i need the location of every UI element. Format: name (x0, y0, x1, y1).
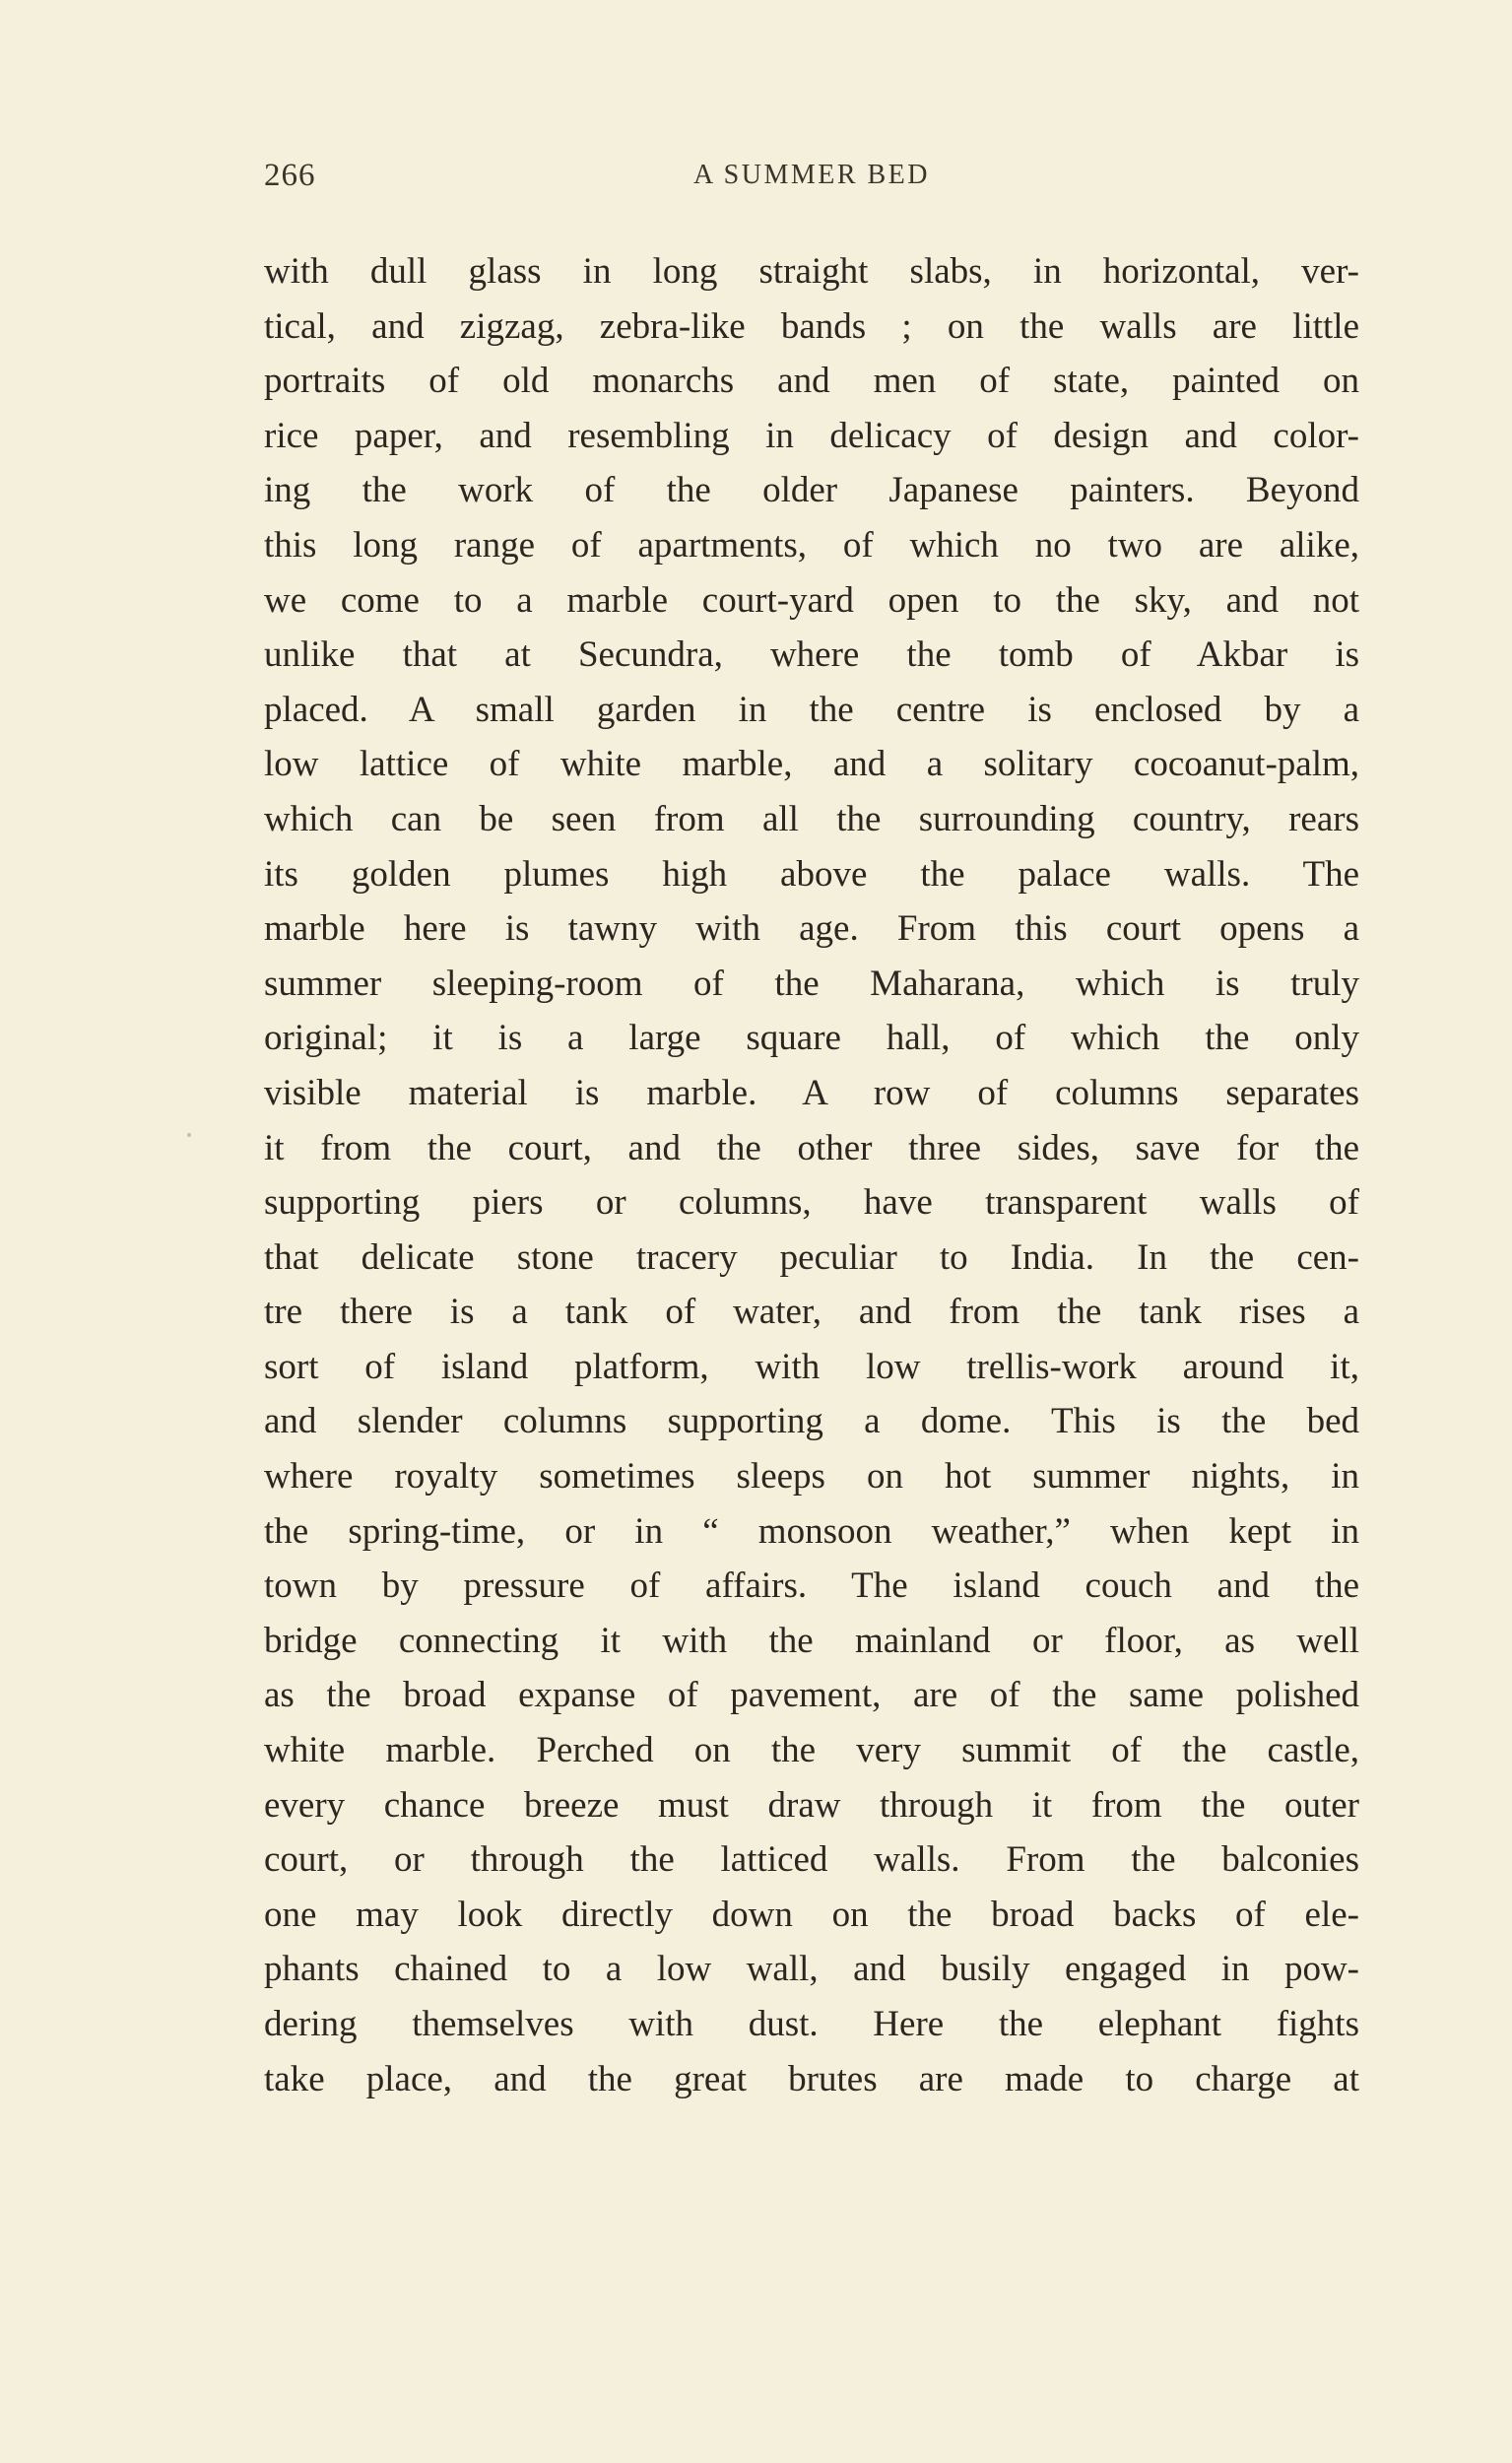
text-line: rice paper, and resembling in delicacy of design and color- (264, 415, 1359, 456)
text-line: which can be seen from all the surrounding country, rears (264, 798, 1359, 839)
text-line: and slender columns supporting a dome. This is the bed (264, 1401, 1359, 1442)
text-line: with dull glass in long straight slabs, in horizontal, ver- (264, 251, 1359, 292)
text-line: white marble. Perched on the very summit of the castle, (264, 1730, 1359, 1771)
text-line: summer sleeping-room of the Maharana, which is truly (264, 963, 1359, 1004)
text-line: court, or through the latticed walls. From the balconies (264, 1839, 1359, 1881)
text-line: this long range of apartments, of which no two are alike, (264, 524, 1359, 566)
text-line: we come to a marble court-yard open to the sky, and not (264, 579, 1359, 621)
text-line: where royalty sometimes sleeps on hot summer nights, in (264, 1456, 1359, 1498)
text-line: original; it is a large square hall, of which the only (264, 1018, 1359, 1059)
text-line: placed. A small garden in the centre is enclosed by a (264, 689, 1359, 730)
text-line: tical, and zigzag, zebra-like bands ; on the walls are little (264, 305, 1359, 347)
text-line: it from the court, and the other three sides, save for the (264, 1127, 1359, 1168)
text-line: town by pressure of affairs. The island couch and the (264, 1565, 1359, 1607)
text-line: tre there is a tank of water, and from the tank rises a (264, 1292, 1359, 1333)
running-head (264, 158, 1359, 205)
text-line: take place, and the great brutes are made to charge at (264, 2058, 1359, 2099)
text-line: phants chained to a low wall, and busily engaged in pow- (264, 1949, 1359, 1990)
text-line: low lattice of white marble, and a solitary cocoanut-palm, (264, 744, 1359, 785)
text-line: marble here is tawny with age. From this court opens a (264, 908, 1359, 950)
text-line: unlike that at Secundra, where the tomb of Akbar is (264, 634, 1359, 676)
text-line: supporting piers or columns, have transparent walls of (264, 1182, 1359, 1224)
text-line: ing the work of the older Japanese painters. Beyond (264, 470, 1359, 511)
text-line: every chance breeze must draw through it from the outer (264, 1784, 1359, 1826)
text-line: as the broad expanse of pavement, are of the same polished (264, 1675, 1359, 1716)
text-line: one may look directly down on the broad backs of ele- (264, 1894, 1359, 1935)
text-line: its golden plumes high above the palace walls. The (264, 853, 1359, 895)
text-line: visible material is marble. A row of columns separates (264, 1072, 1359, 1113)
text-line: that delicate stone tracery peculiar to India. In the cen- (264, 1236, 1359, 1278)
text-line: the spring-time, or in “ monsoon weather,” when kept in (264, 1510, 1359, 1552)
page-number: 266 (264, 158, 316, 193)
text-line: dering themselves with dust. Here the elephant fights (264, 2004, 1359, 2044)
text-line: sort of island platform, with low trellis-work around it, (264, 1346, 1359, 1387)
text-line: portraits of old monarchs and men of state, painted on (264, 361, 1359, 402)
paper-speck (187, 1133, 191, 1137)
body-text (264, 244, 1359, 2106)
running-title: A SUMMER BED (692, 160, 931, 190)
text-line: bridge connecting it with the mainland or floor, as well (264, 1620, 1359, 1661)
